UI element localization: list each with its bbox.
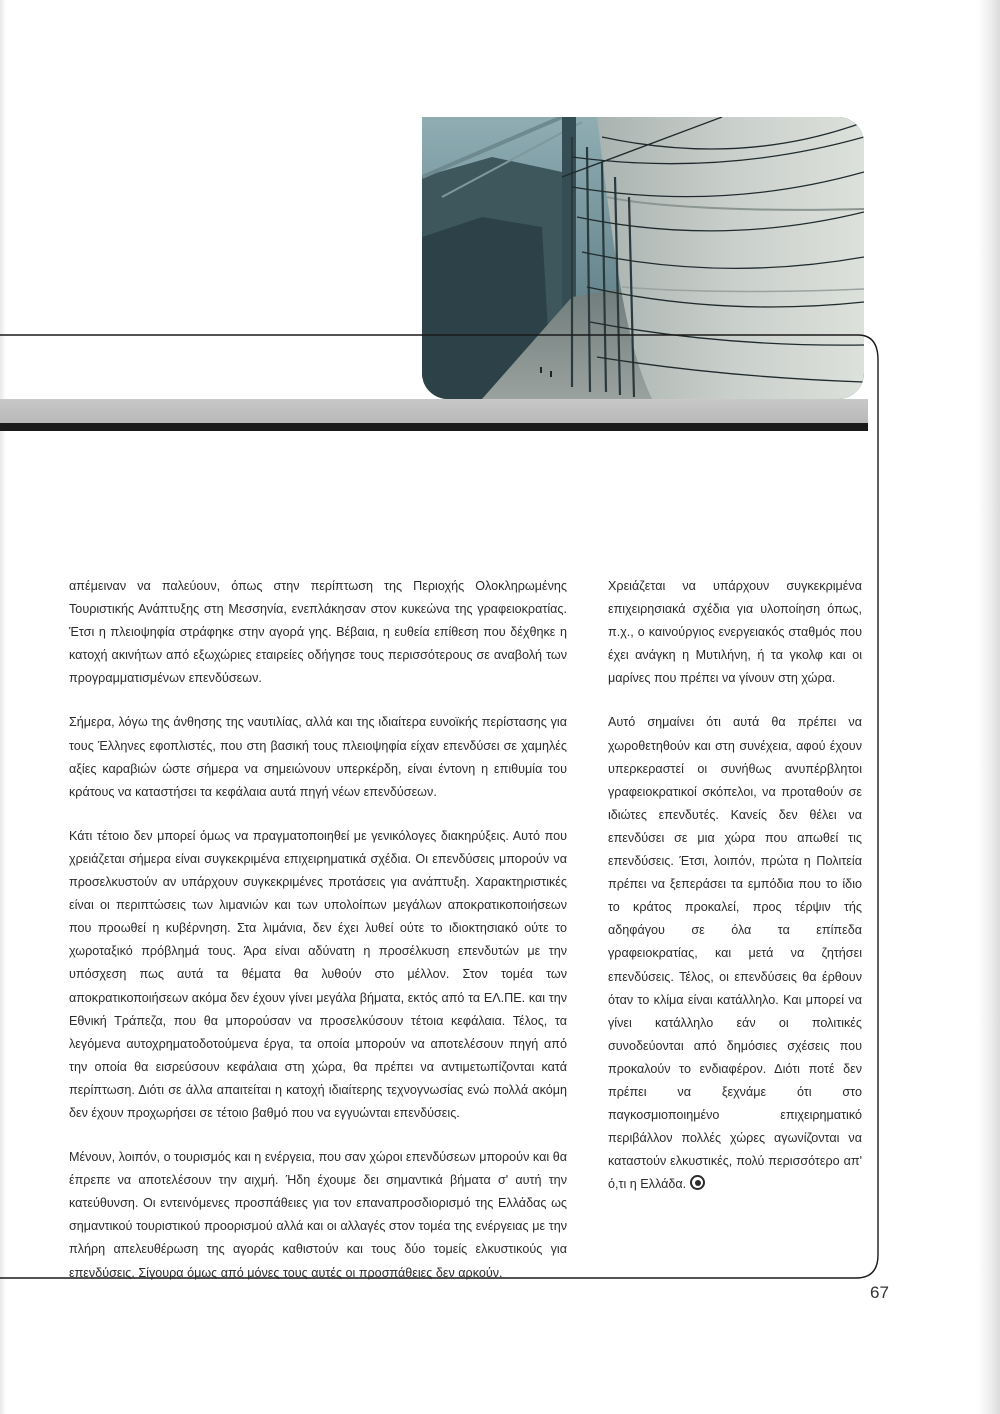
page-number: 67 [870, 1283, 889, 1302]
left-paragraph-1: απέμειναν να παλεύουν, όπως στην περίπτωση της Περιοχής Ολοκληρωμένης Τουριστικής Ανάπτυξης στη Μεσσηνία, ενεπλάκησαν στον κυκεώνα της γραφειοκρατίας. Έτσι η πλειοψηφία στράφηκε στην αγορά γης. Βέβαια, η ευθεία επίθεση που δέχθηκε η κατοχή ακινήτων από εξωχώριες εταιρείες οδήγησε τους περισσότερους σε αναβολή των προγραμματισμένων επενδύσεων. [69, 579, 567, 686]
left-paragraph-4: Μένουν, λοιπόν, ο τουρισμός και η ενέργεια, που σαν χώροι επενδύσεων μπορούν και θα έπρεπε να αποτελέσουν την αιχμή. Ήδη έχουμε δει σημαντικά βήματα σ' αυτή την κατεύθυνση. Οι εντεινόμενες προσπάθειες για τον επαναπροσδιορισμό της Ελλάδας ως σημαντικού τουριστικού προορισμού αλλά και οι αλλαγές στον τομέα της ενέργειας με την πλήρη απελευθέρωση της αγοράς καθιστούν και τους δύο τομείς ελκυστικούς για επενδύσεις. Σίγουρα όμως από μόνες τους αυτές οι προσπάθειες δεν αρκούν. [69, 1150, 567, 1280]
circled-dot-icon [690, 1175, 705, 1190]
right-paragraph-2-text: Αυτό σημαίνει ότι αυτά θα πρέπει να χωροθετηθούν και στη συνέχεια, αφού έχουν υπερκεραστεί οι συνήθως ανυπέρβλητοι γραφειοκρατικοί σκόπελοι, να προταθούν σε ιδιώτες επενδυτές. Κανείς δεν θέλει να επενδύσει σε μια χώρα που απωθεί τις επενδύσεις. Έτσι, λοιπόν, πρώτα η Πολιτεία πρέπει να ξεπεράσει τα εμπόδια που το ίδιο το κράτος προκαλεί, προς τέρψιν τής αδηφάγου σε όλα τα επίπεδα γραφειοκρατίας, και μετά να ζητήσει επενδύσεις. Τέλος, οι επενδύσεις θα έρθουν όταν το κλίμα είναι κατάλληλο. Και μπορεί να γίνει κατάλληλο εάν οι πολιτικές συνοδεύονται από δημόσιες σχέσεις που προκαλούν το ενδιαφέρον. Διότι ποτέ δεν πρέπει να ξεχνάμε ότι στο παγκοσμιοποιημένο επιχειρηματικό περιβάλλον πολλές χώρες αγωνίζονται να καταστούν ελκυστικές, πολύ περισσότερο απ' ό,τι η Ελλάδα. [608, 715, 862, 1192]
right-paragraph-1: Χρειάζεται να υπάρχουν συγκεκριμένα επιχειρησιακά σχέδια για υλοποίηση όπως, π.χ., ο καινούργιος ενεργειακός σταθμός που έχει ανάγκη η Μυτιλήνη, ή τα γκολφ και οι μαρίνες που πρέπει να γίνουν στη χώρα. [608, 579, 862, 686]
left-paragraph-2: Σήμερα, λόγω της άνθησης της ναυτιλίας, αλλά και της ιδιαίτερα ευνοϊκής περίστασης για τους Έλληνες εφοπλιστές, που στη βασική τους πλειοψηφία είχαν επενδύσει σε χαμηλές αξίες καραβιών ώστε σήμερα να σημειώνουν υπερκέρδη, είναι έντονη η επιθυμία του κράτους να καταστήσει τα κεφάλαια αυτά πηγή νέων επενδύσεων. [69, 715, 567, 799]
right-paragraph-2 [608, 711, 862, 1196]
left-paragraph-3: Κάτι τέτοιο δεν μπορεί όμως να πραγματοποιηθεί με γενικόλογες διακηρύξεις. Αυτό που χρειάζεται σήμερα είναι συγκεκριμένα επιχειρηματικά σχέδια. Οι επενδύσεις μπορούν να προσελκυστούν αν υπάρχουν συγκεκριμένες προτάσεις για ανάπτυξη. Χαρακτηριστικές είναι οι περιπτώσεις των λιμανιών και των υπολοίπων μεγάλων αποκρατικοποιήσεων που προωθεί η κυβέρνηση. Στα λιμάνια, δεν έχει λυθεί ούτε το ιδιοκτησιακό ούτε το χωροταξικό πρόβλημά τους. Άρα είναι αδύνατη η προσέλκυση επενδυτών με την υπόσχεση πως αυτά τα θέματα θα λυθούν στο μέλλον. Στον τομέα των αποκρατικοποιήσεων ακόμα δεν έχουν γίνει μεγάλα βήματα, εκτός από τα ΕΛ.ΠΕ. και την Εθνική Τράπεζα, που θα μπορούσαν να προσελκύσουν τέτοια κεφάλαια. Τέλος, τα λεγόμενα αυτοχρηματοδοτούμενα έργα, τα οποία μπορούν να αποτελέσουν πηγή από την οποία θα εισρεύσουν κεφάλαια στη χώρα, θα πρέπει να αντιμετωπίζονται κατά περίπτωση. Διότι σε άλλα απαιτείται η κατοχή ιδιαίτερης τεχνογνωσίας ενώ πολλά ακόμη δεν έχουν προχωρήσει σε τέτοιο βαθμό που να εγγυώνται επενδύσεις. [69, 828, 567, 1120]
black-rule [0, 423, 868, 431]
article-left-column [69, 575, 567, 1306]
grey-band [0, 399, 868, 423]
article-right-column [608, 575, 862, 1217]
